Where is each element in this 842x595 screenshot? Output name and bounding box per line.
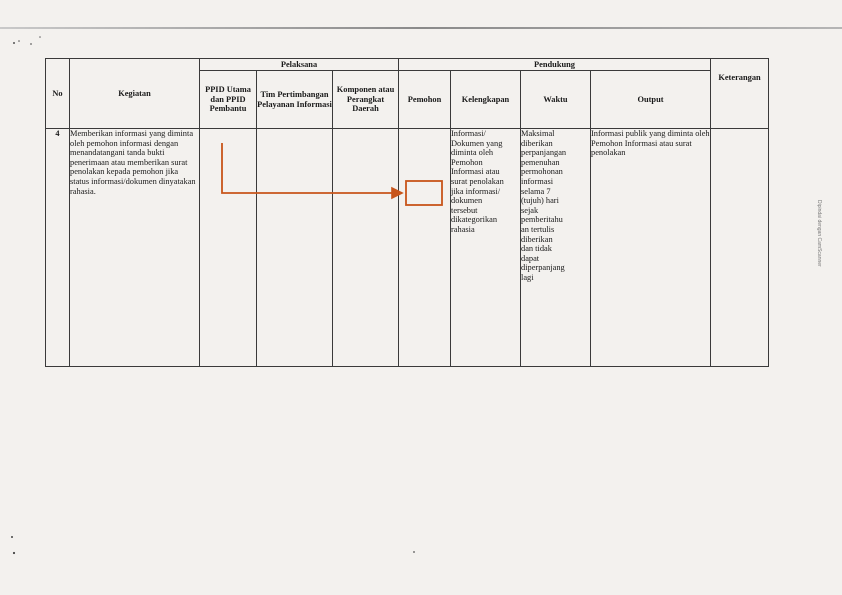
header-kelengkapan: Kelengkapan — [451, 71, 521, 129]
header-group-pelaksana: Pelaksana — [200, 59, 399, 71]
row-number: 4 — [46, 129, 70, 367]
row-output: Informasi publik yang diminta oleh Pemohon Informasi atau surat penolakan — [591, 129, 711, 367]
scanner-watermark: Dipindai dengan CamScanner — [816, 200, 822, 267]
header-waktu: Waktu — [521, 71, 591, 129]
row-komponen-cell — [333, 129, 399, 367]
header-ppid: PPID Utama dan PPID Pembantu — [200, 71, 257, 129]
row-ppid-cell — [200, 129, 257, 367]
header-pemohon: Pemohon — [399, 71, 451, 129]
row-waktu: Maksimal diberikan perpanjangan pemenuhan permohonan informasi selama 7 (tujuh) hari sejak pemberitahu an tertulis diberikan dan tidak dapat diperpanjang lagi — [521, 129, 591, 367]
row-kegiatan: Memberikan informasi yang diminta oleh pemohon informasi dengan menandatangani tanda bukti penerimaan atau memberikan surat penolakan kepada pemohon jika status informasi/dokumen dinyatakan rahasia. — [70, 129, 200, 367]
row-pemohon-cell — [399, 129, 451, 367]
header-output: Output — [591, 71, 711, 129]
row-keterangan — [711, 129, 769, 367]
page-top-edge — [0, 27, 842, 29]
table-row — [46, 129, 769, 367]
header-group-pendukung: Pendukung — [399, 59, 711, 71]
header-tim: Tim Pertimbangan Pelayanan Informasi — [257, 71, 333, 129]
row-kelengkapan: Informasi/ Dokumen yang diminta oleh Pemohon Informasi atau surat penolakan jika informasi/ dokumen tersebut dikategorikan rahasia — [451, 129, 521, 367]
sop-table — [45, 58, 769, 367]
header-komponen: Komponen atau Perangkat Daerah — [333, 71, 399, 129]
row-tim-cell — [257, 129, 333, 367]
header-keterangan: Keterangan — [711, 59, 769, 129]
header-no: No — [46, 59, 70, 129]
header-kegiatan: Kegiatan — [70, 59, 200, 129]
